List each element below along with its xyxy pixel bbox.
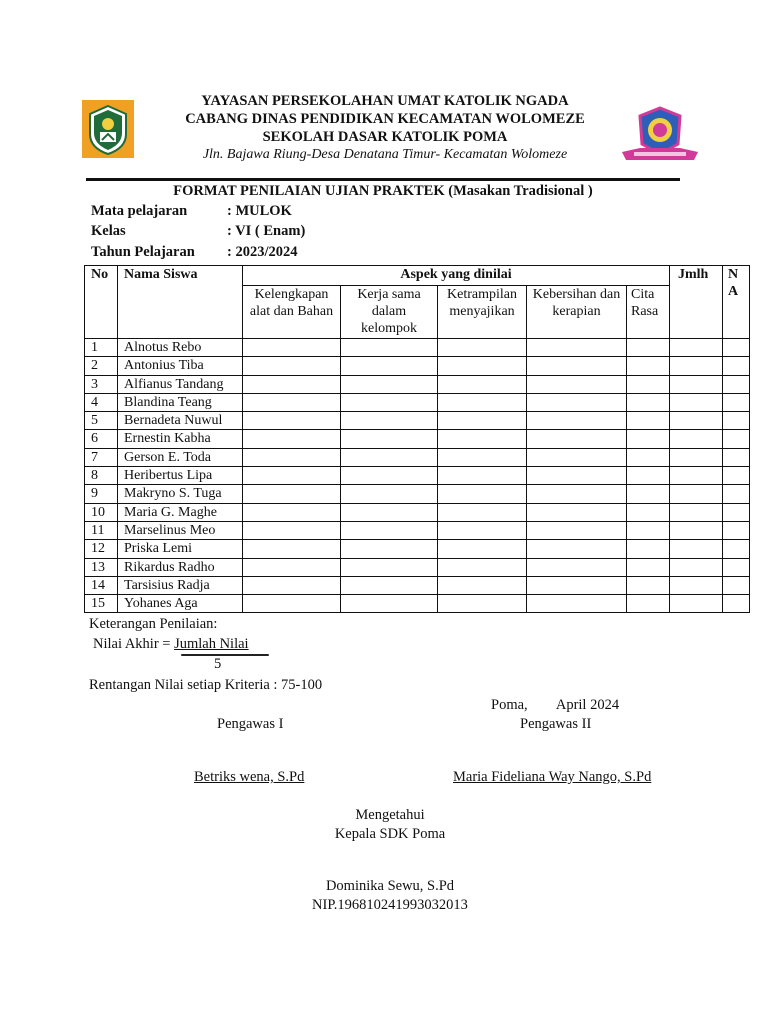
score-cell[interactable] — [627, 503, 670, 521]
place-date: Poma, April 2024 — [491, 697, 620, 713]
score-cell[interactable] — [670, 595, 723, 613]
score-cell[interactable] — [627, 485, 670, 503]
row-number: 7 — [85, 448, 118, 466]
score-cell[interactable] — [627, 521, 670, 539]
header-aspects: Aspek yang dinilai — [243, 266, 670, 286]
table-row — [85, 357, 750, 375]
score-cell[interactable] — [527, 576, 627, 594]
score-cell[interactable] — [438, 521, 527, 539]
school-badge-icon — [620, 106, 700, 166]
table-row — [85, 393, 750, 411]
score-cell[interactable] — [527, 448, 627, 466]
score-cell[interactable] — [527, 595, 627, 613]
head-nip: NIP.196810241993032013 — [312, 897, 468, 913]
score-cell[interactable] — [527, 375, 627, 393]
score-cell[interactable] — [341, 540, 438, 558]
score-cell[interactable] — [341, 448, 438, 466]
score-cell[interactable] — [438, 558, 527, 576]
score-cell[interactable] — [341, 430, 438, 448]
student-name: Tarsisius Radja — [118, 576, 243, 594]
student-rows — [85, 339, 750, 613]
school-name: SEKOLAH DASAR KATOLIK POMA — [262, 129, 508, 145]
score-cell[interactable] — [341, 576, 438, 594]
student-name: Gerson E. Toda — [118, 448, 243, 466]
student-name: Ernestin Kabha — [118, 430, 243, 448]
score-cell[interactable] — [341, 375, 438, 393]
table-row — [85, 430, 750, 448]
score-cell[interactable] — [723, 521, 750, 539]
score-cell[interactable] — [627, 430, 670, 448]
aspect-teamwork: Kerja sama dalam kelompok — [341, 286, 438, 339]
year-row — [91, 244, 297, 261]
row-number: 9 — [85, 485, 118, 503]
table-row — [85, 595, 750, 613]
score-cell[interactable] — [723, 357, 750, 375]
table-row — [85, 576, 750, 594]
score-cell[interactable] — [243, 430, 341, 448]
score-cell[interactable] — [527, 467, 627, 485]
score-cell[interactable] — [438, 540, 527, 558]
score-cell[interactable] — [723, 595, 750, 613]
aspect-cleanliness: Kebersihan dan kerapian — [527, 286, 627, 339]
criteria-range: Rentangan Nilai setiap Kriteria : 75-100 — [89, 677, 323, 693]
score-cell[interactable] — [243, 393, 341, 411]
score-cell[interactable] — [438, 503, 527, 521]
head-name: Dominika Sewu, S.Pd — [325, 878, 455, 894]
table-row — [85, 540, 750, 558]
score-cell[interactable] — [670, 540, 723, 558]
formula-denominator: 5 — [214, 656, 222, 672]
score-cell[interactable] — [723, 576, 750, 594]
row-number: 6 — [85, 430, 118, 448]
education-office-name: CABANG DINAS PENDIDIKAN KECAMATAN WOLOMEZE — [185, 111, 585, 127]
score-cell[interactable] — [670, 467, 723, 485]
score-cell[interactable] — [438, 595, 527, 613]
score-cell[interactable] — [627, 339, 670, 357]
class-row — [91, 223, 305, 240]
row-number: 13 — [85, 558, 118, 576]
score-cell[interactable] — [627, 412, 670, 430]
row-number: 2 — [85, 357, 118, 375]
table-row — [85, 339, 750, 357]
score-cell[interactable] — [670, 558, 723, 576]
table-row — [85, 412, 750, 430]
score-cell[interactable] — [527, 393, 627, 411]
score-cell[interactable] — [243, 521, 341, 539]
score-cell[interactable] — [723, 485, 750, 503]
student-name: Antonius Tiba — [118, 357, 243, 375]
form-title: FORMAT PENILAIAN UJIAN PRAKTEK (Masakan Tradisional ) — [173, 183, 593, 199]
score-cell[interactable] — [723, 412, 750, 430]
score-cell[interactable] — [527, 412, 627, 430]
subject-value: : MULOK — [227, 203, 292, 219]
score-cell[interactable] — [723, 467, 750, 485]
score-cell[interactable] — [341, 339, 438, 357]
assessment-table — [84, 265, 750, 613]
student-name: Priska Lemi — [118, 540, 243, 558]
score-cell[interactable] — [243, 339, 341, 357]
score-cell[interactable] — [723, 393, 750, 411]
score-cell[interactable] — [438, 412, 527, 430]
notes-heading: Keterangan Penilaian: — [89, 616, 218, 632]
student-name: Alfianus Tandang — [118, 375, 243, 393]
score-cell[interactable] — [527, 485, 627, 503]
year-value: : 2023/2024 — [227, 244, 298, 260]
score-cell[interactable] — [723, 540, 750, 558]
student-name: Blandina Teang — [118, 393, 243, 411]
pen-underline — [181, 654, 269, 656]
score-cell[interactable] — [243, 485, 341, 503]
score-cell[interactable] — [627, 576, 670, 594]
score-cell[interactable] — [243, 503, 341, 521]
score-cell[interactable] — [527, 339, 627, 357]
score-cell[interactable] — [243, 357, 341, 375]
header-total: Jmlh — [670, 266, 723, 339]
subject-label: Mata pelajaran — [91, 203, 188, 219]
score-cell[interactable] — [243, 467, 341, 485]
supervisor-1-name: Betriks wena, S.Pd — [194, 769, 305, 785]
table-row — [85, 503, 750, 521]
student-name: Marselinus Meo — [118, 521, 243, 539]
score-cell[interactable] — [341, 595, 438, 613]
score-cell[interactable] — [627, 375, 670, 393]
row-number: 14 — [85, 576, 118, 594]
supervisor-1-title: Pengawas I — [217, 716, 284, 732]
score-cell[interactable] — [670, 503, 723, 521]
score-cell[interactable] — [627, 595, 670, 613]
student-name: Bernadeta Nuwul — [118, 412, 243, 430]
score-cell[interactable] — [438, 467, 527, 485]
score-cell[interactable] — [527, 357, 627, 375]
score-cell[interactable] — [723, 503, 750, 521]
head-title: Kepala SDK Poma — [334, 826, 446, 842]
score-cell[interactable] — [243, 412, 341, 430]
row-number: 12 — [85, 540, 118, 558]
score-cell[interactable] — [670, 485, 723, 503]
score-cell[interactable] — [723, 375, 750, 393]
table-row — [85, 448, 750, 466]
score-cell[interactable] — [527, 558, 627, 576]
score-cell[interactable] — [670, 521, 723, 539]
student-name: Alnotus Rebo — [118, 339, 243, 357]
table-row — [85, 558, 750, 576]
score-cell[interactable] — [438, 339, 527, 357]
score-cell[interactable] — [670, 412, 723, 430]
row-number: 11 — [85, 521, 118, 539]
score-cell[interactable] — [341, 503, 438, 521]
aspect-serving-skill: Ketrampilan menyajikan — [438, 286, 527, 339]
aspect-taste: Cita Rasa — [627, 286, 670, 339]
header-name: Nama Siswa — [118, 266, 243, 339]
score-cell[interactable] — [438, 357, 527, 375]
table-row — [85, 375, 750, 393]
student-name: Makryno S. Tuga — [118, 485, 243, 503]
year-label: Tahun Pelajaran — [91, 244, 195, 260]
score-cell[interactable] — [627, 540, 670, 558]
score-cell[interactable] — [627, 393, 670, 411]
score-cell[interactable] — [527, 521, 627, 539]
score-cell[interactable] — [341, 485, 438, 503]
score-cell[interactable] — [723, 448, 750, 466]
acknowledged-label: Mengetahui — [355, 807, 425, 823]
score-cell[interactable] — [670, 375, 723, 393]
subject-row — [91, 203, 292, 220]
score-cell[interactable] — [438, 430, 527, 448]
student-name: Heribertus Lipa — [118, 467, 243, 485]
score-cell[interactable] — [438, 576, 527, 594]
score-cell[interactable] — [243, 375, 341, 393]
score-cell[interactable] — [341, 357, 438, 375]
score-cell[interactable] — [723, 430, 750, 448]
row-number: 8 — [85, 467, 118, 485]
aspect-completeness: Kelengkapan alat dan Bahan — [243, 286, 341, 339]
score-cell[interactable] — [243, 558, 341, 576]
score-cell[interactable] — [341, 393, 438, 411]
score-cell[interactable] — [341, 558, 438, 576]
table-row — [85, 467, 750, 485]
formula-numerator: Jumlah Nilai — [174, 636, 249, 652]
row-number: 15 — [85, 595, 118, 613]
header-na: N A — [723, 266, 750, 339]
header-no: No — [85, 266, 118, 339]
score-cell[interactable] — [243, 576, 341, 594]
table-row — [85, 485, 750, 503]
formula — [93, 636, 249, 653]
row-number: 5 — [85, 412, 118, 430]
class-label: Kelas — [91, 223, 126, 239]
score-cell[interactable] — [341, 412, 438, 430]
score-cell[interactable] — [438, 393, 527, 411]
score-cell[interactable] — [627, 467, 670, 485]
score-cell[interactable] — [670, 448, 723, 466]
score-cell[interactable] — [670, 357, 723, 375]
score-cell[interactable] — [438, 485, 527, 503]
score-cell[interactable] — [670, 576, 723, 594]
row-number: 10 — [85, 503, 118, 521]
score-cell[interactable] — [670, 393, 723, 411]
student-name: Maria G. Maghe — [118, 503, 243, 521]
row-number: 1 — [85, 339, 118, 357]
score-cell[interactable] — [627, 558, 670, 576]
score-cell[interactable] — [438, 448, 527, 466]
supervisor-2-name: Maria Fideliana Way Nango, S.Pd — [453, 769, 652, 785]
score-cell[interactable] — [243, 448, 341, 466]
score-cell[interactable] — [527, 540, 627, 558]
foundation-name: YAYASAN PERSEKOLAHAN UMAT KATOLIK NGADA — [201, 93, 569, 109]
score-cell[interactable] — [341, 521, 438, 539]
score-cell[interactable] — [723, 339, 750, 357]
score-cell[interactable] — [341, 467, 438, 485]
score-cell[interactable] — [627, 448, 670, 466]
score-cell[interactable] — [723, 558, 750, 576]
letterhead-rule — [86, 178, 680, 181]
supervisor-2-title: Pengawas II — [520, 716, 592, 732]
table-row — [85, 521, 750, 539]
student-name: Yohanes Aga — [118, 595, 243, 613]
student-name: Rikardus Radho — [118, 558, 243, 576]
score-cell[interactable] — [627, 357, 670, 375]
score-cell[interactable] — [527, 503, 627, 521]
row-number: 4 — [85, 393, 118, 411]
score-cell[interactable] — [670, 430, 723, 448]
score-cell[interactable] — [243, 595, 341, 613]
score-cell[interactable] — [670, 339, 723, 357]
row-number: 3 — [85, 375, 118, 393]
formula-left: Nilai Akhir = — [93, 636, 175, 652]
score-cell[interactable] — [527, 430, 627, 448]
school-address: Jln. Bajawa Riung-Desa Denatana Timur- Kecamatan Wolomeze — [202, 147, 568, 162]
score-cell[interactable] — [438, 375, 527, 393]
score-cell[interactable] — [243, 540, 341, 558]
class-value: : VI ( Enam) — [227, 223, 306, 239]
